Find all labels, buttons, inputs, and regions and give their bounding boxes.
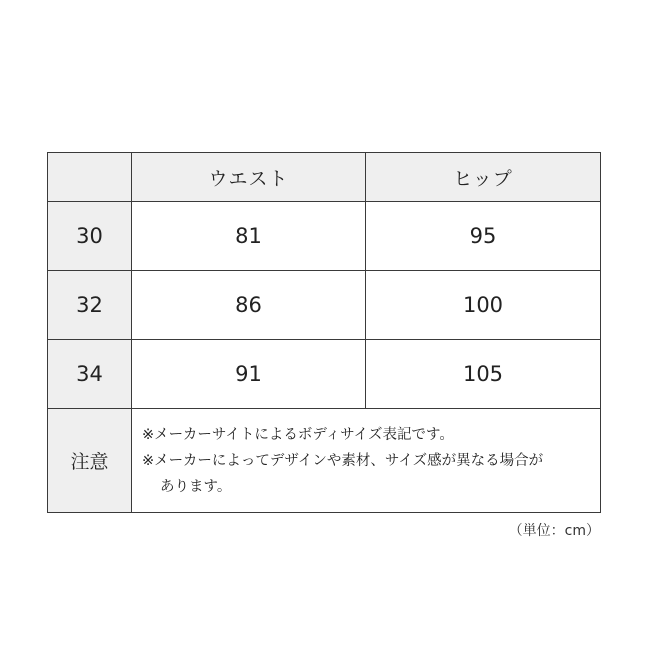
size-label: 32	[48, 271, 132, 340]
note-label: 注意	[48, 409, 132, 513]
header-waist: ウエスト	[132, 153, 366, 202]
table-row	[48, 340, 601, 409]
hip-value: 105	[366, 340, 601, 409]
hip-value: 100	[366, 271, 601, 340]
note-line: ※メーカーサイトによるボディサイズ表記です。	[142, 426, 454, 443]
size-table	[47, 152, 601, 513]
waist-value: 86	[132, 271, 366, 340]
waist-value: 91	[132, 340, 366, 409]
note-text-cell	[132, 409, 601, 513]
note-row	[48, 409, 601, 513]
size-label: 34	[48, 340, 132, 409]
note-line: ※メーカーによってデザインや素材、サイズ感が異なる場合が	[142, 452, 544, 469]
table-row	[48, 202, 601, 271]
header-hip: ヒップ	[366, 153, 601, 202]
header-corner-cell	[48, 153, 132, 202]
table-row	[48, 271, 601, 340]
unit-note: （単位：cm）	[508, 523, 600, 539]
waist-value: 81	[132, 202, 366, 271]
size-label: 30	[48, 202, 132, 271]
note-line: あります。	[160, 478, 232, 495]
header-row	[48, 153, 601, 202]
hip-value: 95	[366, 202, 601, 271]
